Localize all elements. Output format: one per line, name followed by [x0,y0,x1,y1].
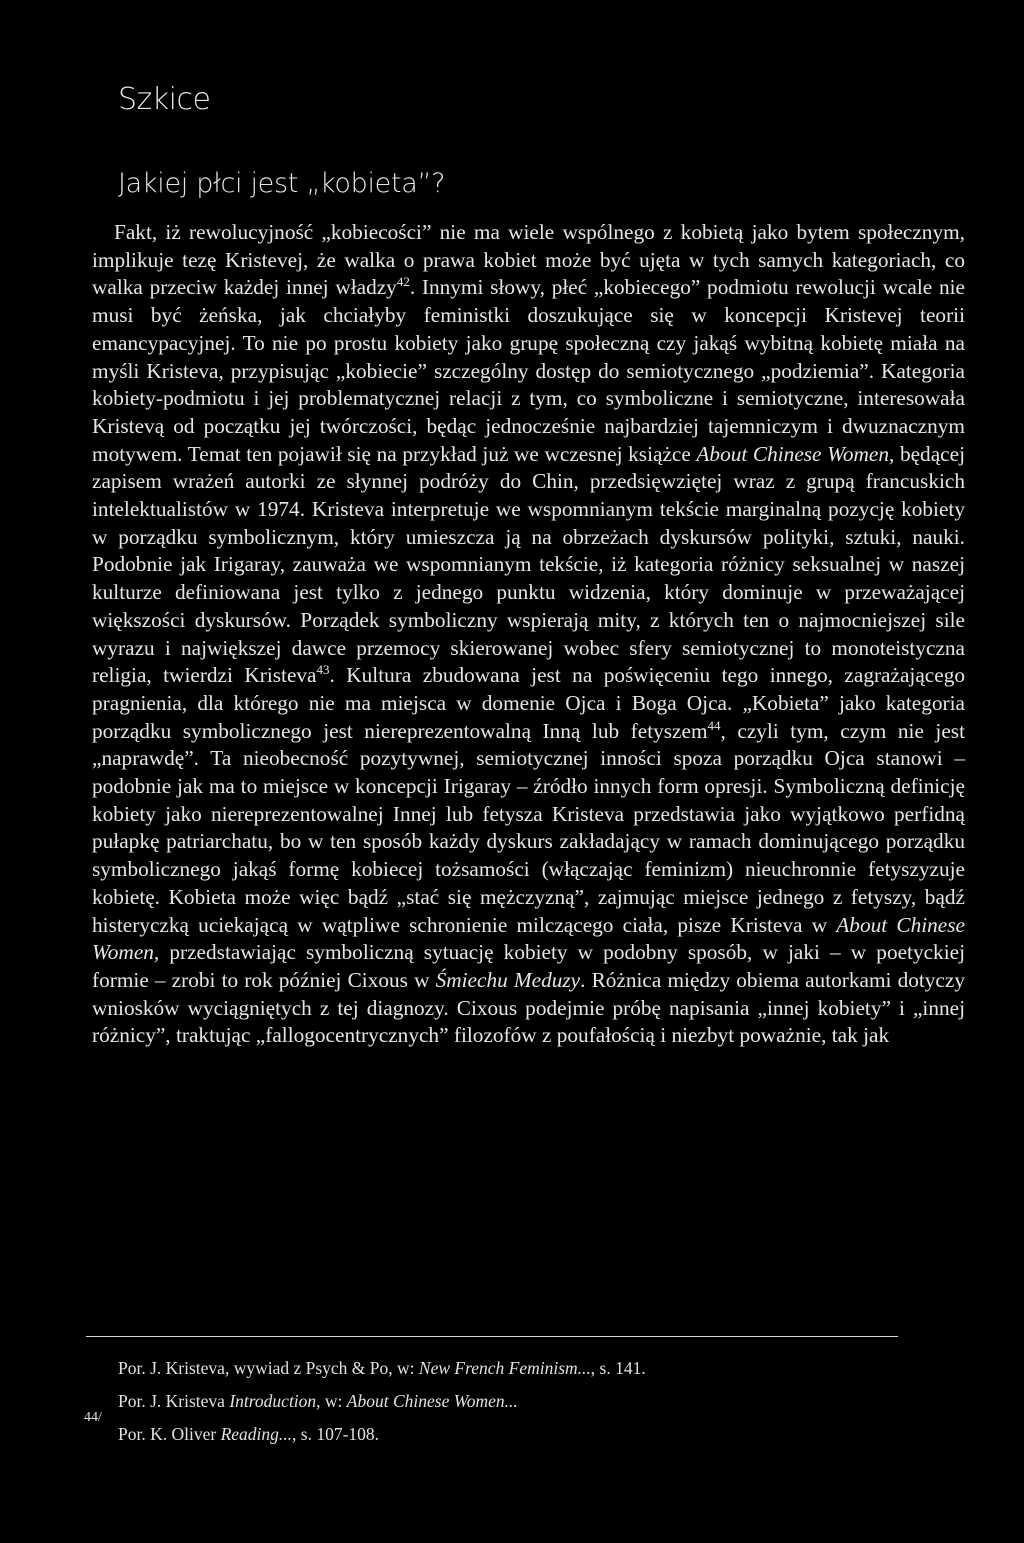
body-text-segment: Fakt, iż rewolucyjność „kobiecości” nie ma wiele wspólnego z kobietą jako bytem społecznym, implikuje tezę Kristevej, że walka o prawa kobiet może być ujęta w tych samych kategoriach, co walka przeciw każdej innej władzy [92,220,965,300]
footnote-ref-43[interactable]: 43 [316,662,330,678]
body-text-segment: . Różnica między obiema autorkami dotyczy wniosków wyciągniętych z tej diagnozy. Cixous podejmie próbę napisania „innej kobiety” i „innej różnicy”, traktując „fallogocentrycznych” filozofów z poufałością i niezbyt poważnie, tak jak [92,967,965,1048]
body-text-segment: , będącej zapisem wrażeń autorki ze słynnej podróży do Chin, przedsięwziętej wraz z grupą francuskich intelektualistów w 1974. Kristeva interpretuje we wspomnianym tekście marginalną pozycję kobiety w porządku symbolicznym, który umieszcza ją na obrzeżach dyskursów polityki, sztuki, nauki. Podobnie jak Irigaray, zauważa we wspomnianym tekście, iż kategoria różnicy seksualnej w naszej kulturze definiowana jest tylko z jednego punktu widzenia, który dominuje w przeważającej większości dyskursów. Porządek symboliczny wspierają mity, z których ten o najmocniejszej sile wyrazu i największej dawce przemocy skierowanej wobec sfery semiotycznej to monoteistyczna religia, twierdzi Kristeva [92,441,965,688]
book-title: About Chinese Women [92,912,965,965]
running-head: Szkice [118,82,211,117]
body-text-segment: . Innymi słowy, płeć „kobiecego” podmiotu rewolucji wcale nie musi być żeńska, jak chciałyby feministki doszukujące się w koncepcji Kristevej teorii emancypacyjnej. To nie po prostu kobiety jako grupę społeczną czy jakąś wybitną kobietę miała na myśli Kristeva, przypisując „kobiecie” szczególny dostęp do semiotycznego „podziemia”. Kategoria kobiety-podmiotu i jej problematycznej relacji z tym, co symboliczne i semiotyczne, interesowała Kristevą od początku jej twórczości, będąc jednocześnie najbardziej tajemniczym i dwuznacznym motywem. Temat ten pojawił się na przykład już we wczesnej książce [92,275,965,466]
footnote-42: Por. J. Kristeva, wywiad z Psych & Po, w: New French Feminism..., s. 141. [118,1358,646,1378]
body-text-segment: , czyli tym, czym nie jest „naprawdę”. Ta nieobecność pozytywnej, semiotycznej inności spoza porządku Ojca stanowi – podobnie jak ma to miejsce w koncepcji Irigaray – źródło innych form opresji. Symboliczną definicję kobiety jako niereprezentowalnej Innej lub fetysza Kristeva przedstawia jako wyjątkowo perfidną pułapkę patriarchatu, bo w ten sposób każdy dyskurs zakładający w ramach dominującego porządku symbolicznego jakąś formę kobiecej tożsamości (włączając feminizm) nieuchronnie fetyszyzuje kobietę. Kobieta może więc bądź „stać się mężczyzną”, zajmując miejsce jednego z fetyszy, bądź histeryczką uciekającą w wątpliwe schronienie milczącego ciała, pisze Kristeva w [92,718,966,937]
body-paragraph [92,219,965,1050]
book-title: Śmiechu Meduzy [435,967,581,992]
footnote-ref-44[interactable]: 44 [707,717,721,733]
footnotes [84,1352,878,1451]
article-title: Jakiej płci jest „kobieta”? [118,168,446,199]
body-text-segment: , przedstawiając symboliczną sytuację kobiety w podobny sposób, w jaki – w poetyckiej formie – zrobi to rok później Cixous w [92,940,965,992]
book-title: About Chinese Women [696,441,890,466]
footnote-divider [86,1336,898,1337]
footnote-43: Por. J. Kristeva Introduction, w: About Chinese Women... [118,1391,518,1411]
footnote-ref-42[interactable]: 42 [396,274,410,290]
body-text-segment: . Kultura zbudowana jest na poświęceniu tego innego, zagrażającego pragnienia, dla którego nie ma miejsca w domenie Ojca i Boga Ojca. „Kobieta” jako kategoria porządku symbolicznego jest niereprezentowalną Inną lub fetyszem [92,663,965,743]
footnote-44: 44/ Por. K. Oliver Reading..., s. 107-108. [84,1410,380,1444]
